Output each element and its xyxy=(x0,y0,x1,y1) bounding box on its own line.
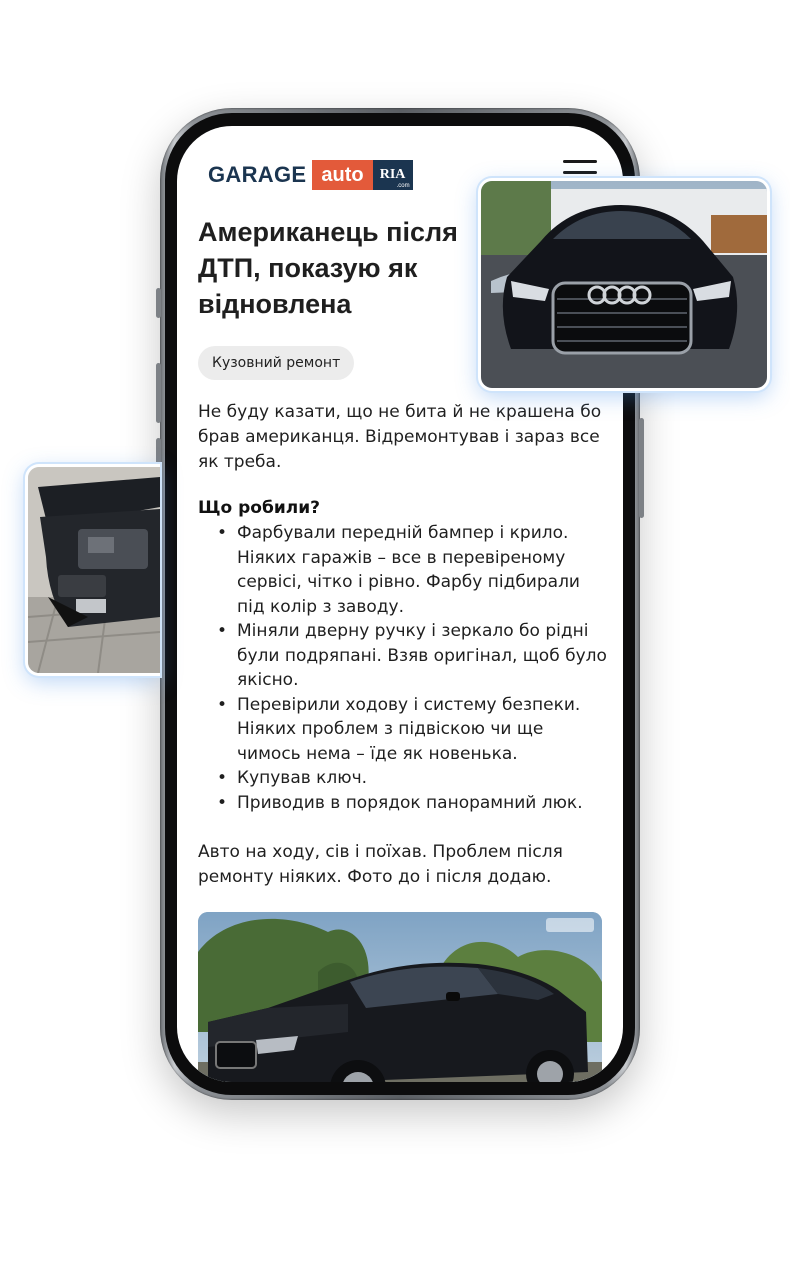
mute-switch xyxy=(156,288,161,318)
work-list-heading: Що робили? xyxy=(198,498,320,518)
damaged-car-photo[interactable] xyxy=(198,912,602,1082)
garage-auto-ria-logo[interactable] xyxy=(208,160,413,190)
article-outro: Авто на ходу, сів і поїхав. Проблем після ремонту ніяких. Фото до і після додаю. xyxy=(198,842,563,887)
logo-garage-text: GARAGE xyxy=(208,162,307,187)
list-item: • Фарбували передній бампер і крило. Ніяких гаражів – все в перевіреному сервісі, чітко і рівно. Фарбу підбирали під колір з заводу. xyxy=(198,521,608,619)
open-hood-engine-photo[interactable] xyxy=(25,464,160,676)
logo-ria-text: RIA xyxy=(379,167,406,182)
work-list xyxy=(198,521,608,815)
list-item: • Приводив в порядок панорамний люк. xyxy=(198,791,608,816)
volume-up-button xyxy=(156,363,161,423)
list-item: • Міняли дверну ручку і зеркало бо рідні були подряпані. Взяв оригінал, щоб було якісно. xyxy=(198,619,608,693)
repaired-car-front-photo[interactable] xyxy=(478,178,770,391)
logo-ria-domain: .com xyxy=(396,183,410,189)
power-button xyxy=(639,418,644,518)
article-intro: Не буду казати, що не бита й не крашена бо брав американця. Відремонтував і зараз все як треба. xyxy=(198,402,602,472)
list-item: • Купував ключ. xyxy=(198,766,608,791)
list-item: • Перевірили ходову і систему безпеки. Ніяких проблем з підвіскою чи ще чимось нема – їде як новенька. xyxy=(198,693,608,767)
watermark-badge xyxy=(546,918,594,932)
logo-ria-badge xyxy=(373,160,413,190)
article-title: Американець після ДТП, показую як відновлена xyxy=(198,217,458,319)
logo-auto-text: auto xyxy=(312,160,372,190)
category-chip[interactable]: Кузовний ремонт xyxy=(198,346,354,380)
